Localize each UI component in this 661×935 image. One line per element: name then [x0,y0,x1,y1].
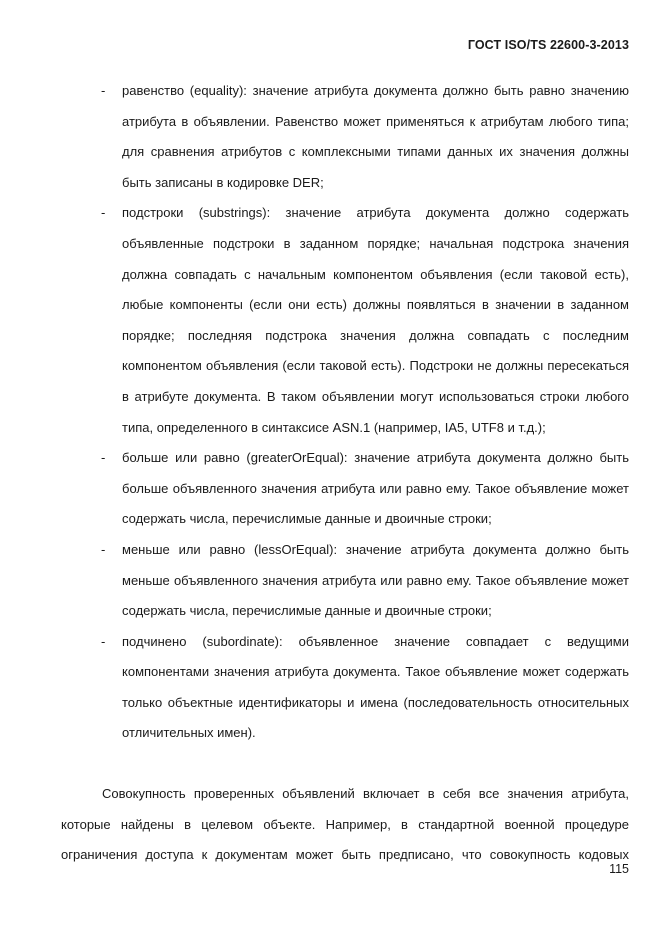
document-header: ГОСТ ISO/TS 22600-3-2013 [467,38,629,52]
list-bullet: - [101,450,106,466]
body-paragraph: Совокупность проверенных объявлений включает в себя все значения атрибута, которые найдены в целевом объекте. Например, в стандартной военной процедуре ограничения доступа к документам может быть предписано, что совокупность кодовых [61,786,629,863]
list-item [0,627,661,749]
list-item-text: больше или равно (greaterOrEqual): значение атрибута документа должно быть больше объявленного значения атрибута или равно ему. Такое объявление может содержать числа, перечислимые данные и двоичные строки; [122,450,629,527]
list-item [0,76,661,198]
list-item-text: меньше или равно (lessOrEqual): значение атрибута документа должно быть меньше объявленного значения атрибута или равно ему. Такое объявление может содержать числа, перечислимые данные и двоичные строки; [122,541,629,619]
list-bullet: - [101,633,106,649]
list-item-text: равенство (equality): значение атрибута документа должно быть равно значению атрибута в объявлении. Равенство может применяться к атрибутам любого типа; для сравнения атрибутов с комплексными типами данных их значения должны быть записаны в кодировке DER; [122,83,629,190]
comparison-rules-list [0,76,661,749]
list-bullet: - [101,205,106,221]
list-item [0,535,661,627]
list-item [0,198,661,443]
page-number: 115 [609,862,629,876]
list-bullet: - [101,83,106,98]
list-item-text: подчинено (subordinate): объявленное значение совпадает с ведущими компонентами значения атрибута документа. Такое объявление может содержать только объектные идентификаторы и имена (последовательность относительных отличительных имен). [122,633,629,741]
list-item-text: подстроки (substrings): значение атрибута документа должно содержать объявленные подстроки в заданном порядке; начальная подстрока значения должна совпадать с начальным компонентом объявления (если таковой есть), любые компоненты (если они есть) должны появляться в значении в заданном порядке; последняя подстрока значения должна совпадать с последним компонентом объявления (если таковой есть). Подстроки не должны пересекаться в атрибуте документа. В таком объявлении могут использоваться строки любого типа, определенного в синтаксисе ASN.1 (например, IA5, UTF8 и т.д.); [122,205,629,435]
list-item [0,443,661,535]
list-bullet: - [101,541,106,557]
